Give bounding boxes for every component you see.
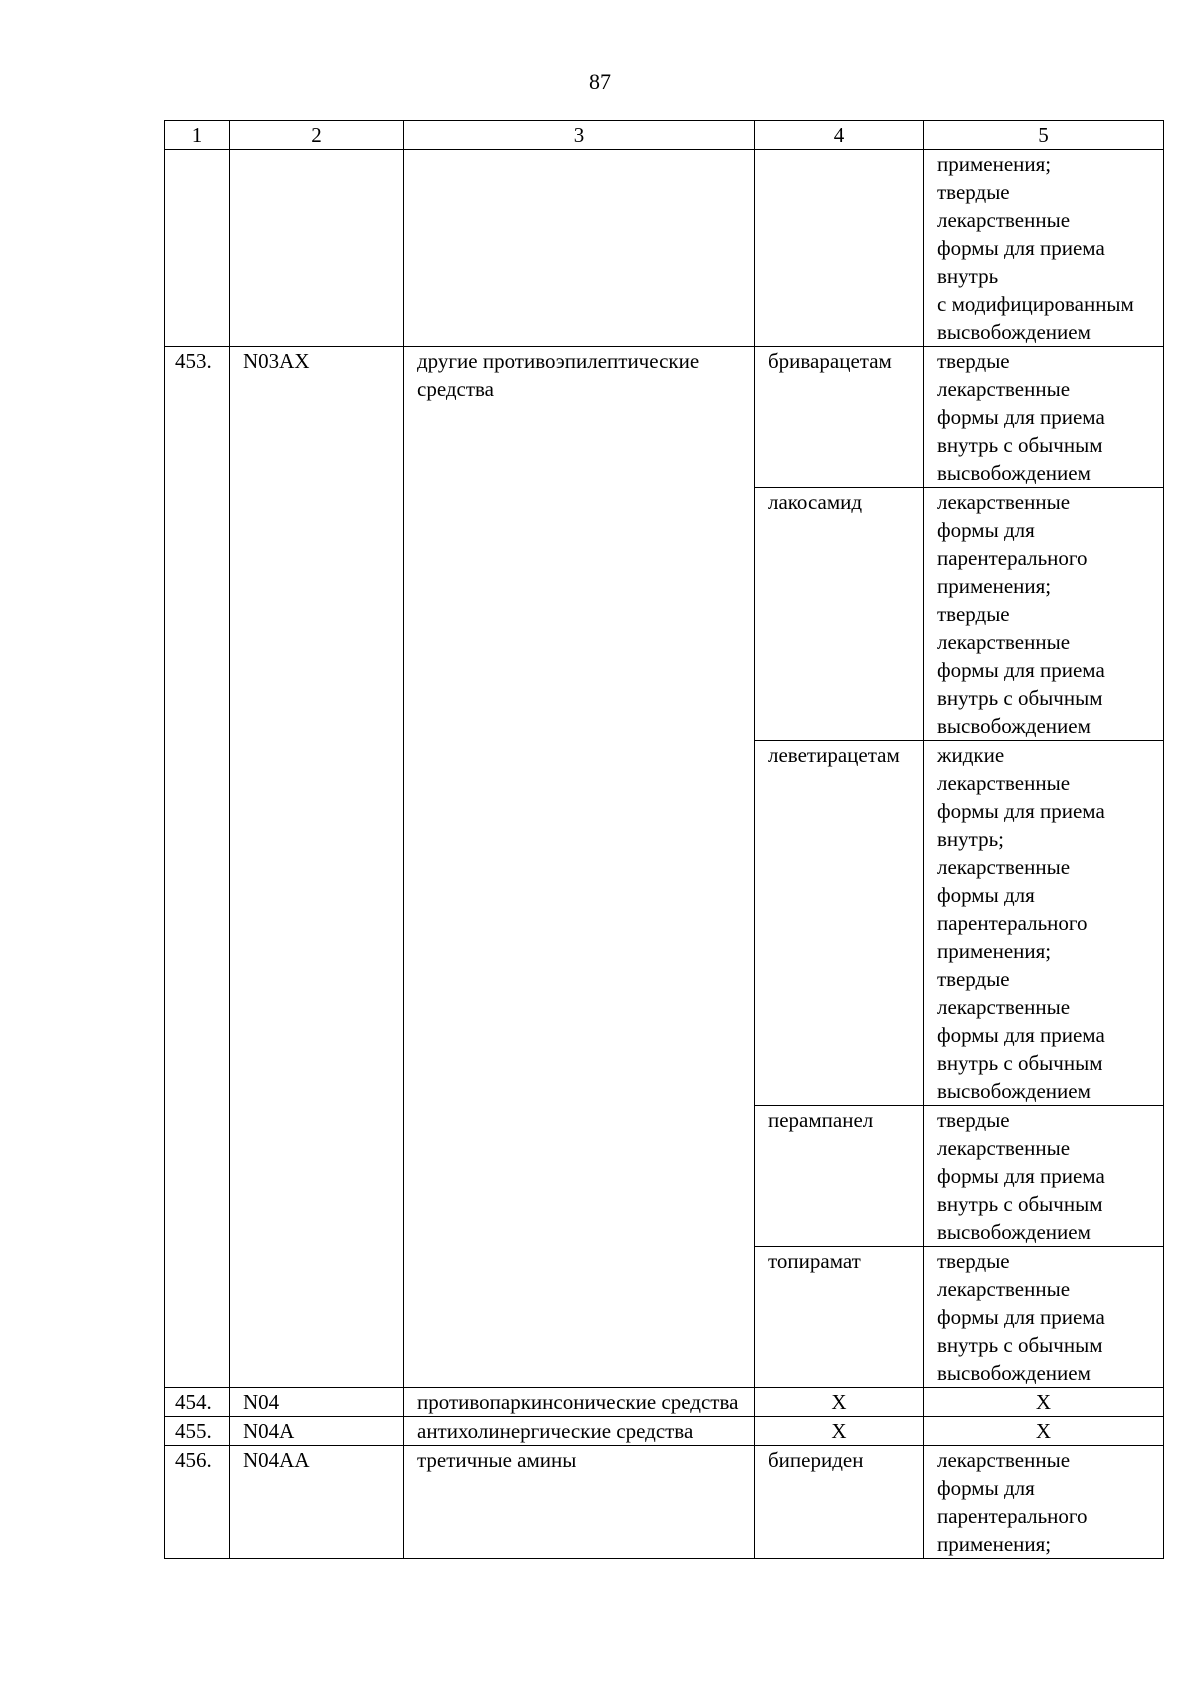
atc-code <box>230 150 404 347</box>
dosage-form: Х <box>924 1417 1164 1446</box>
drug-name: лакосамид <box>755 488 924 741</box>
header-cell-3: 3 <box>404 121 755 150</box>
drug-name: бриварацетам <box>755 347 924 488</box>
dosage-form: лекарственные формы для парентерального применения; твердые лекарственные формы для приема внутрь с обычным высвобождением <box>924 488 1164 741</box>
row-number: 456. <box>165 1446 230 1559</box>
dosage-form: твердые лекарственные формы для приема внутрь с обычным высвобождением <box>924 1106 1164 1247</box>
header-cell-2: 2 <box>230 121 404 150</box>
drug-name: Х <box>755 1388 924 1417</box>
dosage-form: твердые лекарственные формы для приема внутрь с обычным высвобождением <box>924 347 1164 488</box>
drug-name <box>755 150 924 347</box>
atc-code: N03AX <box>230 347 404 1388</box>
dosage-form: лекарственные формы для парентерального применения; <box>924 1446 1164 1559</box>
table-row-456 <box>165 1446 1164 1559</box>
table-row-455 <box>165 1417 1164 1446</box>
atc-code: N04AA <box>230 1446 404 1559</box>
header-cell-5: 5 <box>924 121 1164 150</box>
header-cell-4: 4 <box>755 121 924 150</box>
row-number: 453. <box>165 347 230 1388</box>
table-row-454 <box>165 1388 1164 1417</box>
group-name <box>404 150 755 347</box>
row-number <box>165 150 230 347</box>
group-name: третичные амины <box>404 1446 755 1559</box>
drug-name: Х <box>755 1417 924 1446</box>
drug-list-table <box>164 120 1164 1559</box>
group-name: антихолинергические средства <box>404 1417 755 1446</box>
header-cell-1: 1 <box>165 121 230 150</box>
dosage-form: Х <box>924 1388 1164 1417</box>
drug-name: бипериден <box>755 1446 924 1559</box>
dosage-form: применения; твердые лекарственные формы для приема внутрь с модифицированным высвобождением <box>924 150 1164 347</box>
atc-code: N04 <box>230 1388 404 1417</box>
drug-name: перампанел <box>755 1106 924 1247</box>
drug-name: леветирацетам <box>755 741 924 1106</box>
drug-name: топирамат <box>755 1247 924 1388</box>
continuation-row <box>165 150 1164 347</box>
row-number: 454. <box>165 1388 230 1417</box>
header-row <box>165 121 1164 150</box>
dosage-form: жидкие лекарственные формы для приема внутрь; лекарственные формы для парентерального применения; твердые лекарственные формы для приема внутрь с обычным высвобождением <box>924 741 1164 1106</box>
page-number: 87 <box>589 69 611 94</box>
row-number: 455. <box>165 1417 230 1446</box>
group-name: другие противоэпилептические средства <box>404 347 755 1388</box>
table-row-453 <box>165 347 1164 488</box>
group-name: противопаркинсонические средства <box>404 1388 755 1417</box>
dosage-form: твердые лекарственные формы для приема внутрь с обычным высвобождением <box>924 1247 1164 1388</box>
atc-code: N04A <box>230 1417 404 1446</box>
